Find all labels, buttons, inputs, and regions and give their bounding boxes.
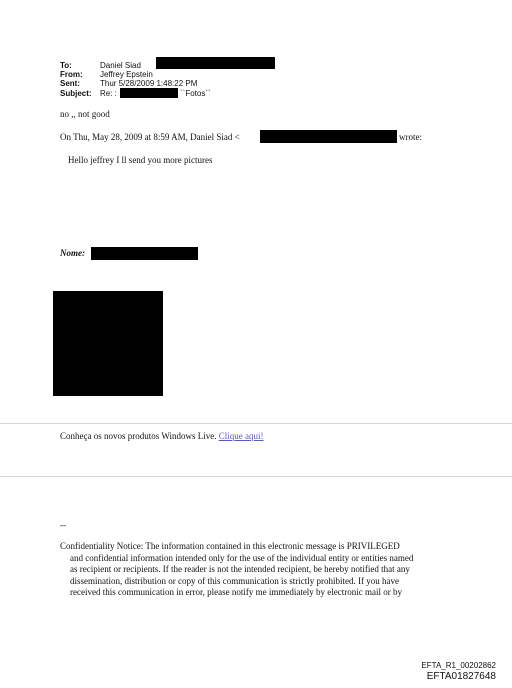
confidentiality-notice bbox=[60, 541, 460, 599]
confidentiality-line: received this communication in error, please notify me immediately by electronic mail or by bbox=[70, 587, 403, 597]
divider-bottom bbox=[0, 476, 512, 477]
header-to-row bbox=[60, 61, 141, 70]
quoted-message: Hello jeffrey I ll send you more pictures bbox=[68, 155, 213, 165]
sent-label: Sent: bbox=[60, 79, 80, 88]
redaction-photo bbox=[53, 291, 163, 396]
promo-link[interactable]: Clique aqui! bbox=[218, 431, 264, 441]
subject-suffix: ``Fotos`` bbox=[180, 89, 211, 98]
confidentiality-line: Confidentiality Notice: The information contained in this electronic message is PRIVILEGED bbox=[60, 541, 400, 551]
redaction-to-address bbox=[156, 57, 275, 69]
redaction-quote-email bbox=[260, 130, 397, 143]
signature-separator: -- bbox=[60, 520, 66, 530]
confidentiality-line: dissemination, distribution or copy of this communication is strictly prohibited. If you have bbox=[70, 575, 399, 586]
subject-label: Subject: bbox=[60, 89, 92, 98]
confidentiality-line: as recipient or recipients. If the reader is not the intended recipient, be hereby notified that any bbox=[70, 564, 410, 574]
header-sent-row bbox=[60, 79, 197, 88]
bates-number-1: EFTA_R1_00202862 bbox=[421, 661, 496, 670]
divider-top bbox=[0, 423, 512, 424]
redaction-subject bbox=[120, 88, 178, 98]
reply-text: no ,, not good bbox=[60, 109, 110, 119]
subject-prefix: Re: : bbox=[100, 89, 117, 98]
promo-text: Conheça os novos produtos Windows Live. bbox=[60, 431, 217, 441]
quote-wrote: wrote: bbox=[399, 132, 422, 142]
header-subject-row bbox=[60, 89, 117, 98]
header-from-row bbox=[60, 70, 153, 79]
from-label: From: bbox=[60, 70, 83, 79]
from-value: Jeffrey Epstein bbox=[100, 70, 153, 79]
to-value: Daniel Siad bbox=[100, 61, 141, 70]
promo-line bbox=[60, 431, 263, 442]
quote-intro: On Thu, May 28, 2009 at 8:59 AM, Daniel Siad < bbox=[60, 132, 240, 142]
nome-label: Nome: bbox=[60, 248, 85, 258]
confidentiality-line: and confidential information intended only for the use of the individual entity or entities named bbox=[70, 552, 414, 563]
subject-suffix-wrap bbox=[180, 89, 211, 98]
to-label: To: bbox=[60, 61, 72, 70]
sent-value: Thur 5/28/2009 1:48:22 PM bbox=[100, 79, 198, 88]
redaction-nome bbox=[91, 247, 198, 260]
bates-number-2: EFTA01827648 bbox=[426, 671, 496, 682]
